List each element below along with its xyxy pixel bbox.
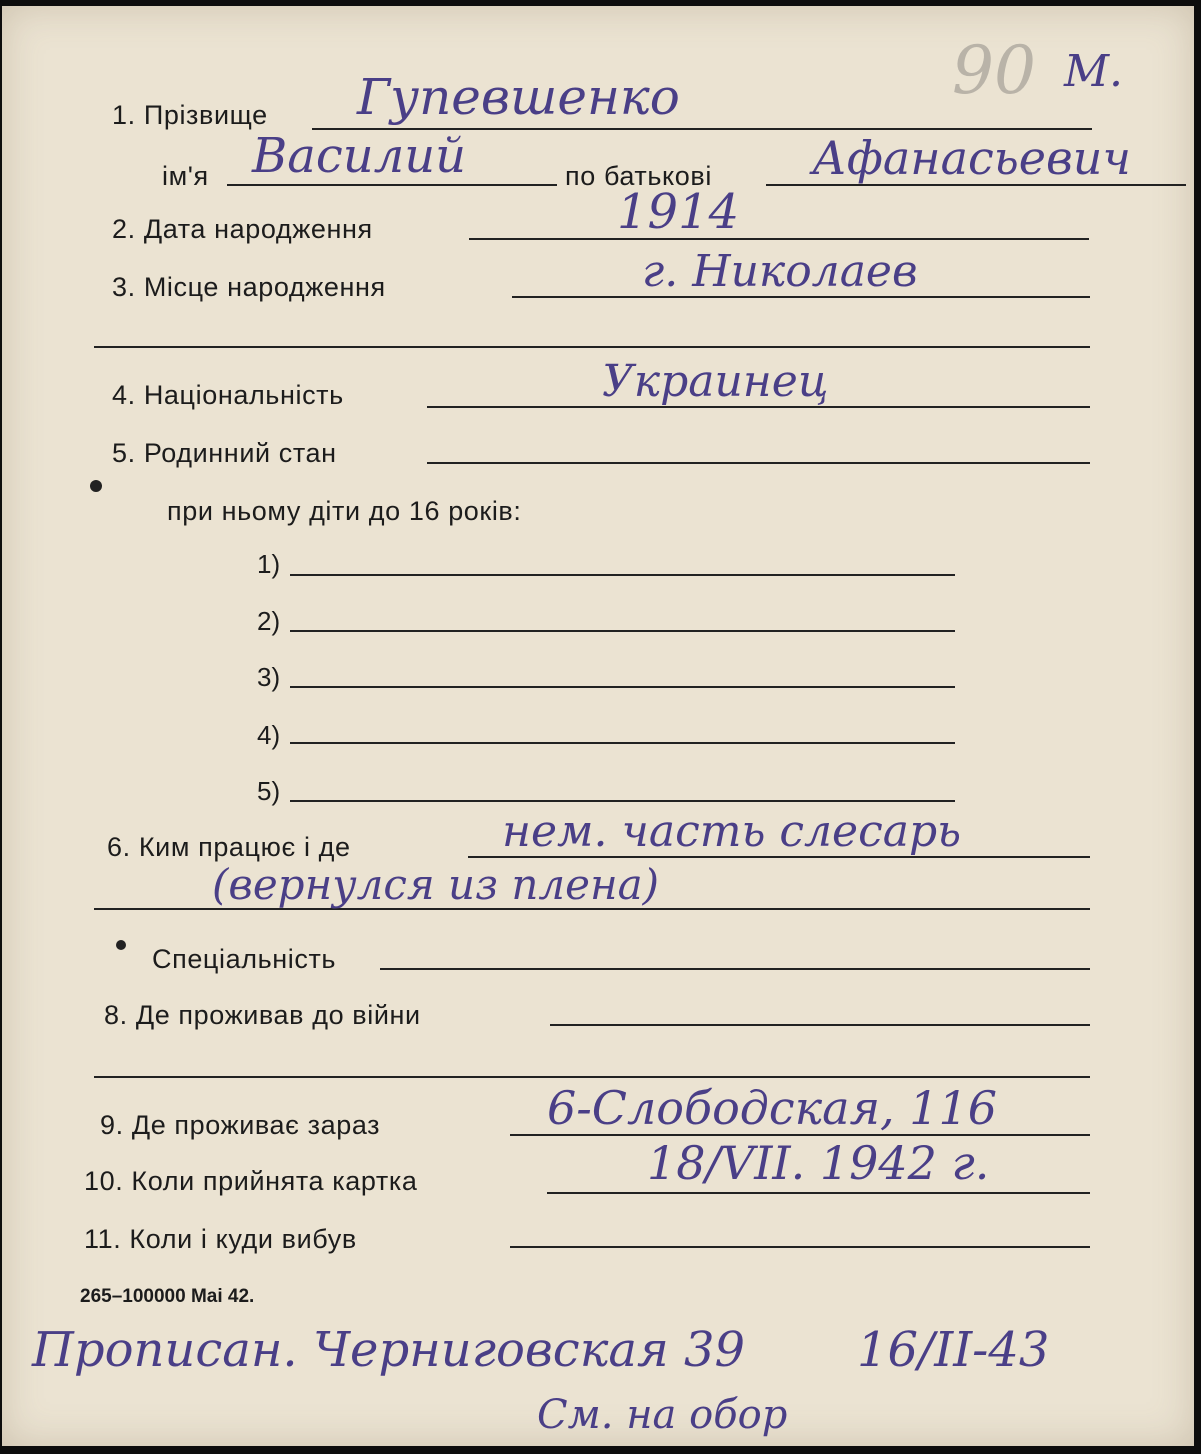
surname-value: Гупевшенко [357,68,680,126]
child-line-1 [290,574,955,576]
patronymic-value: Афанасьевич [812,131,1132,185]
bottom-note-2: См. на обор [537,1392,788,1438]
work-value-2: (вернулся из плена) [212,860,660,909]
marital-status-label: 5. Родинний стан [112,438,337,468]
child-line-3 [290,686,955,688]
specialty-label: Спеціальність [152,944,337,974]
child-line-4 [290,742,955,744]
print-code: 265–100000 Mai 42. [80,1286,255,1307]
work-label: 6. Ким працює і де [107,832,351,862]
specialty-line [380,968,1090,970]
card-date-value: 18/VII. 1942 г. [647,1136,990,1190]
child-line-5 [290,800,955,802]
card-date-label: 10. Коли прийнята картка [84,1166,418,1196]
work-value-1: нем. часть слесарь [502,806,962,857]
prewar-residence-line-2 [94,1076,1090,1078]
punch-hole-2 [116,940,126,950]
bottom-note: Прописан. Черниговская 39 [32,1322,746,1378]
child-number-5: 5) [257,776,281,806]
registration-card [2,6,1194,1446]
sex-mark: М. [1064,46,1124,97]
departure-label: 11. Коли і куди вибув [84,1224,357,1254]
child-number-3: 3) [257,662,281,692]
children-label: при ньому діти до 16 років: [167,496,522,526]
current-residence-value: 6-Слободская, 116 [547,1081,998,1135]
prewar-residence-line [550,1024,1090,1026]
pencil-number: 90 [952,32,1036,109]
child-number-1: 1) [257,549,281,579]
child-line-2 [290,630,955,632]
nationality-label: 4. Національність [112,380,344,410]
patronymic-label: по батькові [565,161,712,191]
birthdate-label: 2. Дата народження [112,214,373,244]
birthplace-label: 3. Місце народження [112,272,386,302]
child-number-2: 2) [257,606,281,636]
nationality-value: Украинец [602,356,829,407]
name-value: Василий [252,128,467,184]
punch-hole [90,480,102,492]
marital-status-line [427,462,1090,464]
current-residence-label: 9. Де проживає зараз [100,1110,381,1140]
name-line [227,184,557,186]
bottom-date: 16/II-43 [857,1322,1050,1378]
name-label: ім'я [162,161,209,191]
prewar-residence-label: 8. Де проживав до війни [104,1000,421,1030]
departure-line [510,1246,1090,1248]
child-number-4: 4) [257,720,281,750]
birthdate-line [469,238,1089,240]
birthplace-line-2 [94,346,1090,348]
card-date-line [547,1192,1090,1194]
birthplace-value: г. Николаев [642,246,918,297]
surname-label: 1. Прізвище [112,100,268,130]
birthdate-value: 1914 [617,184,740,240]
